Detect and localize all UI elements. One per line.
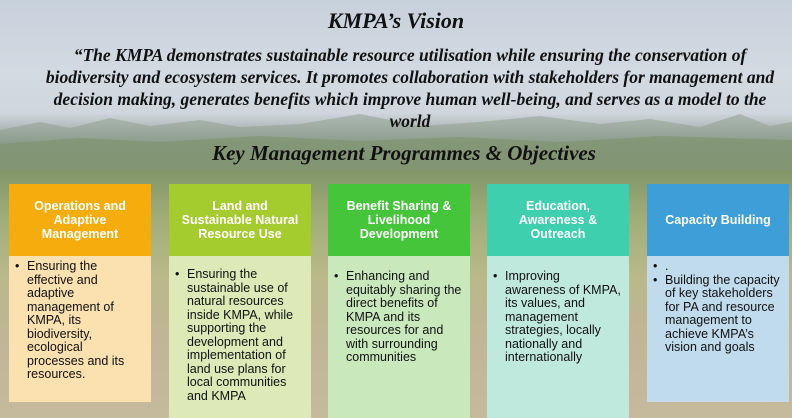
programme-objectives — [169, 256, 311, 418]
programme-column-benefit-sharing — [328, 184, 470, 418]
programme-objectives — [487, 256, 629, 418]
vision-title: KMPA’s Vision — [327, 8, 465, 33]
programmes-title: Key Management Programmes & Objectives — [212, 141, 596, 165]
programme-column-capacity — [647, 184, 789, 402]
programme-heading: Operations and Adaptive Management — [9, 184, 151, 256]
programme-heading: Benefit Sharing & Livelihood Development — [328, 184, 470, 256]
programme-objectives — [9, 256, 151, 402]
objective-item: • Ensuring the effective and adaptive management of KMPA, its biodiversity, ecological processes and its resources. — [13, 260, 143, 382]
programme-heading: Education, Awareness & Outreach — [487, 184, 629, 256]
programme-heading: Capacity Building — [647, 184, 789, 256]
programme-column-land-use — [169, 184, 311, 418]
objective-item: • Ensuring the sustainable use of natural resources inside KMPA, while supporting the development and implementation of land use plans for local communities and KMPA — [173, 268, 303, 403]
objective-item: • Improving awareness of KMPA, its values, and management strategies, locally nationally and internationally — [491, 270, 621, 365]
programme-objectives — [647, 256, 789, 402]
objective-item: • Enhancing and equitably sharing the direct benefits of KMPA and its resources for and with surrounding communities — [332, 270, 462, 365]
objective-item: • . — [651, 260, 781, 274]
programme-column-operations — [9, 184, 151, 402]
programme-column-education — [487, 184, 629, 418]
programme-objectives — [328, 256, 470, 418]
vision-statement: “The KMPA demonstrates sustainable resource utilisation while ensuring the conservation of biodiversity and ecosystem services. It promotes collaboration with stakeholders for management and decision making, generates benefits which improve human well-being, and serves as a model to the world — [45, 45, 775, 131]
programme-heading: Land and Sustainable Natural Resource Use — [169, 184, 311, 256]
objective-item: • Building the capacity of key stakeholders for PA and resource management to achieve KMPA’s vision and goals — [651, 274, 781, 355]
